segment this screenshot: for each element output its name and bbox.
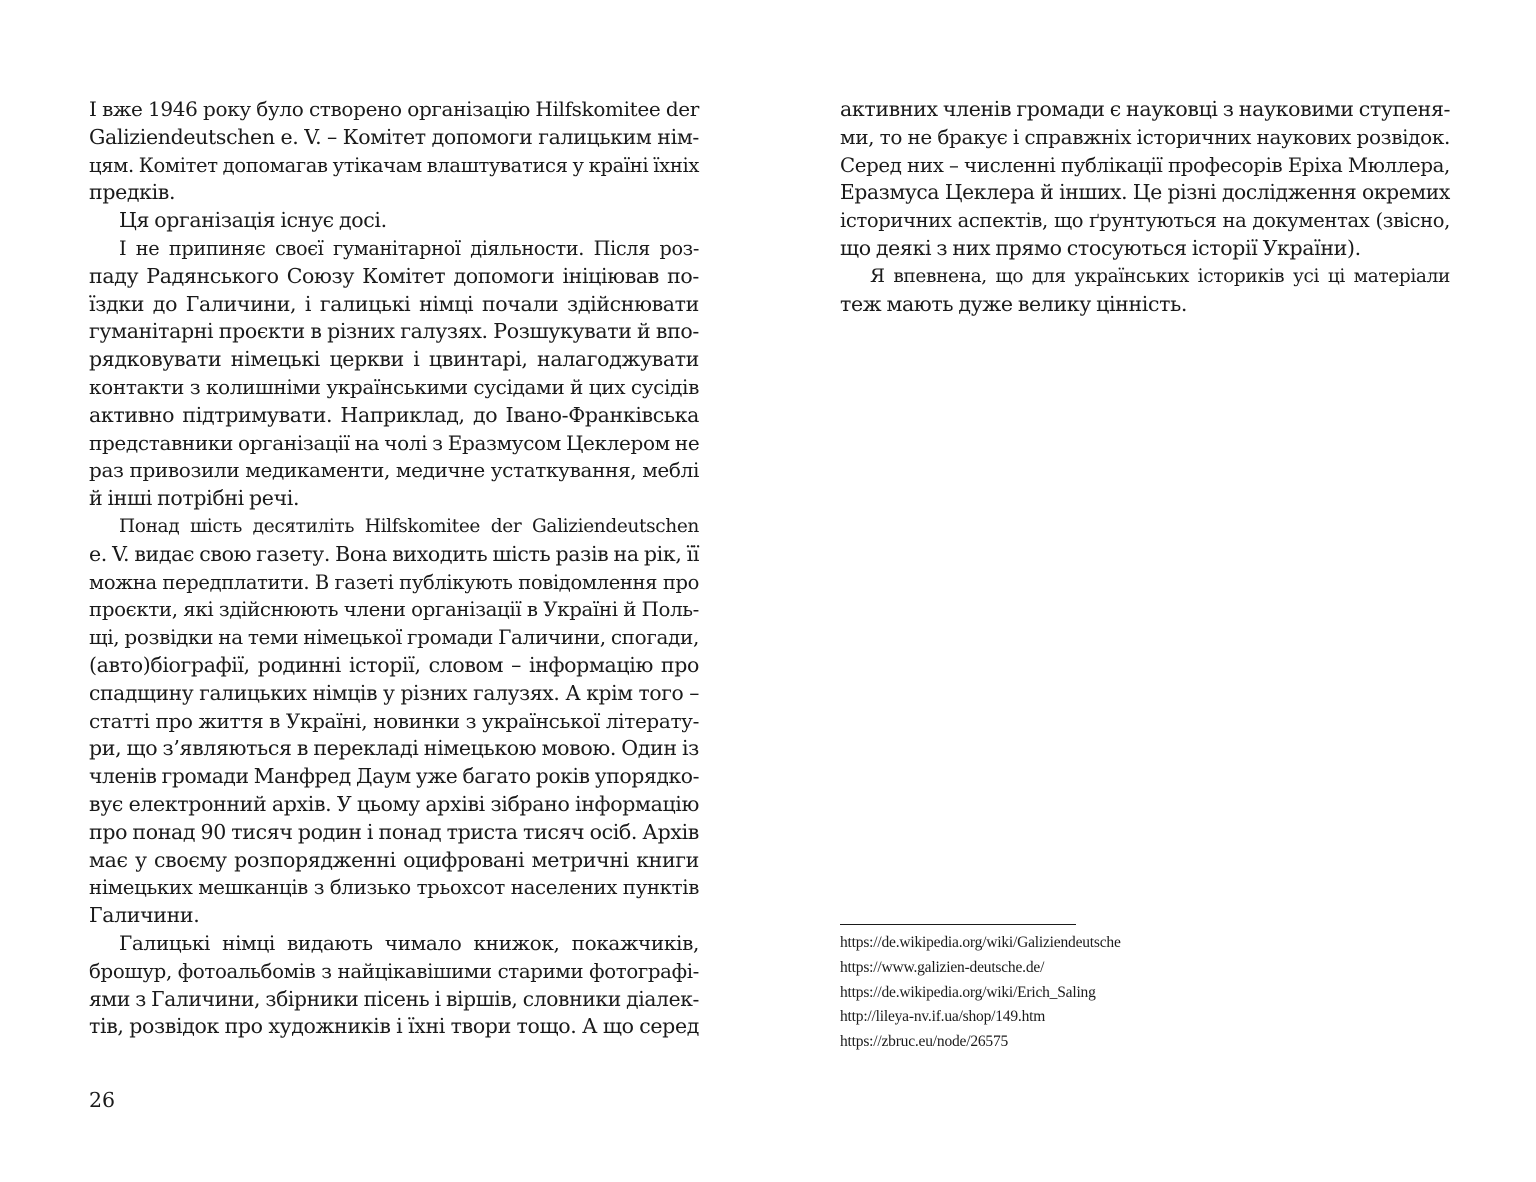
footnote-link[interactable]: https://zbruc.eu/node/26575 [840,1033,1009,1051]
text-line: й інші потрібні речі. [89,486,300,511]
text-line: ми, то не бракує і справжніх історичних наукових розвідок. [840,124,1450,149]
text-line: рядковувати німецькі церкви і цвинтарі, налагоджувати [89,347,699,372]
text-line: І вже 1946 року було створено організацію Hilfskomitee der [89,97,699,121]
text-line: Galiziendeutschen e. V. – Комітет допомоги галицьким нім- [89,124,699,149]
text-line: німецьких мешканців з близько трьохсот населених пунктів [89,876,699,900]
text-line: гуманітарні проєкти в різних галузях. Розшукувати й впо- [89,319,699,344]
text-line: представники організації на чолі з Еразмусом Цеклером не [89,430,700,455]
text-line: Серед них – численні публікації професорів Еріха Мюллера, [840,153,1450,177]
text-line: про понад 90 тисяч родин і понад триста тисяч осіб. Архів [89,819,699,844]
text-line: тів, розвідок про художників і їхні твори тощо. А що серед [89,1014,699,1039]
text-line: брошур, фотоальбомів з найцікавішими старими фотографі- [89,959,699,983]
text-line: паду Радянського Союзу Комітет допомоги ініціював по- [89,263,699,288]
text-line: статті про життя в Україні, новинки з української літерату- [89,708,699,733]
text-line: контакти з колишніми українськими сусідами й цих сусідів [89,374,699,399]
text-line: цям. Комітет допомагав утікачам влаштуватися у країні їхніх [89,153,699,177]
text-line: їздки до Галичини, і галицькі німці почали здійснювати [89,291,699,316]
text-line: Еразмуса Цеклера й інших. Це різні дослідження окремих [840,180,1450,205]
page-number: 26 [89,1088,116,1112]
text-line: e. V. видає свою газету. Вона виходить шість разів на рік, її [89,541,700,566]
text-line: раз привозили медикаменти, медичне устаткування, меблі [89,458,699,483]
text-line: має у своєму розпорядженні оцифровані метричні книги [89,847,699,872]
footnotes [840,931,1450,1055]
left-column [89,96,699,1041]
text-line: членів громади Манфред Даум уже багато років упорядко- [89,764,700,789]
text-line: активно підтримувати. Наприклад, до Івано-Франківська [89,402,699,427]
footnote-link[interactable]: https://www.galizien-deutsche.de/ [840,958,1045,976]
text-line: предків. [89,180,176,205]
text-line: Галичини. [89,903,200,928]
text-line: Понад шість десятиліть Hilfskomitee der Galiziendeutschen [119,515,699,537]
text-line: Ця організація існує досі. [119,208,387,233]
text-line: можна передплатити. В газеті публікують повідомлення про [89,570,699,594]
footnote-separator [840,924,1076,925]
text-line: щі, розвідки на теми німецької громади Галичини, спогади, [89,625,699,650]
text-line: (авто)біографії, родинні історії, словом – інформацію про [89,652,699,677]
text-line: що деякі з них прямо стосуються історії України). [840,235,1361,260]
text-line: активних членів громади є науковці з науковими ступеня- [840,97,1451,121]
text-line: ями з Галичини, збірники пісень і віршів, словники діалек- [89,986,699,1011]
text-line: ри, що з’являються в перекладі німецькою мовою. Один із [89,736,699,761]
footnote-link[interactable]: https://de.wikipedia.org/wiki/Erich_Saling [840,983,1096,1001]
text-line: І не припиняє своєї гуманітарної діяльности. Після роз- [119,236,699,260]
text-line: Я впевнена, що для українських істориків усі ці матеріали [870,265,1450,287]
footnote-link[interactable]: http://lileya-nv.if.ua/shop/149.htm [840,1008,1046,1026]
text-line: теж мають дуже велику цінність. [840,291,1188,316]
text-line: Галицькі німці видають чимало книжок, покажчиків, [119,930,699,955]
text-line: проєкти, які здійснюють члени організації в Україні й Поль- [89,598,699,622]
text-line: історичних аспектів, що ґрунтуються на документах (звісно, [840,209,1450,233]
text-line: вує електронний архів. У цьому архіві зібрано інформацію [89,791,699,816]
right-column [840,96,1450,318]
footnote-link[interactable]: https://de.wikipedia.org/wiki/Galiziendeutsche [840,934,1121,951]
text-line: спадщину галицьких німців у різних галузях. А крім того – [89,680,699,705]
